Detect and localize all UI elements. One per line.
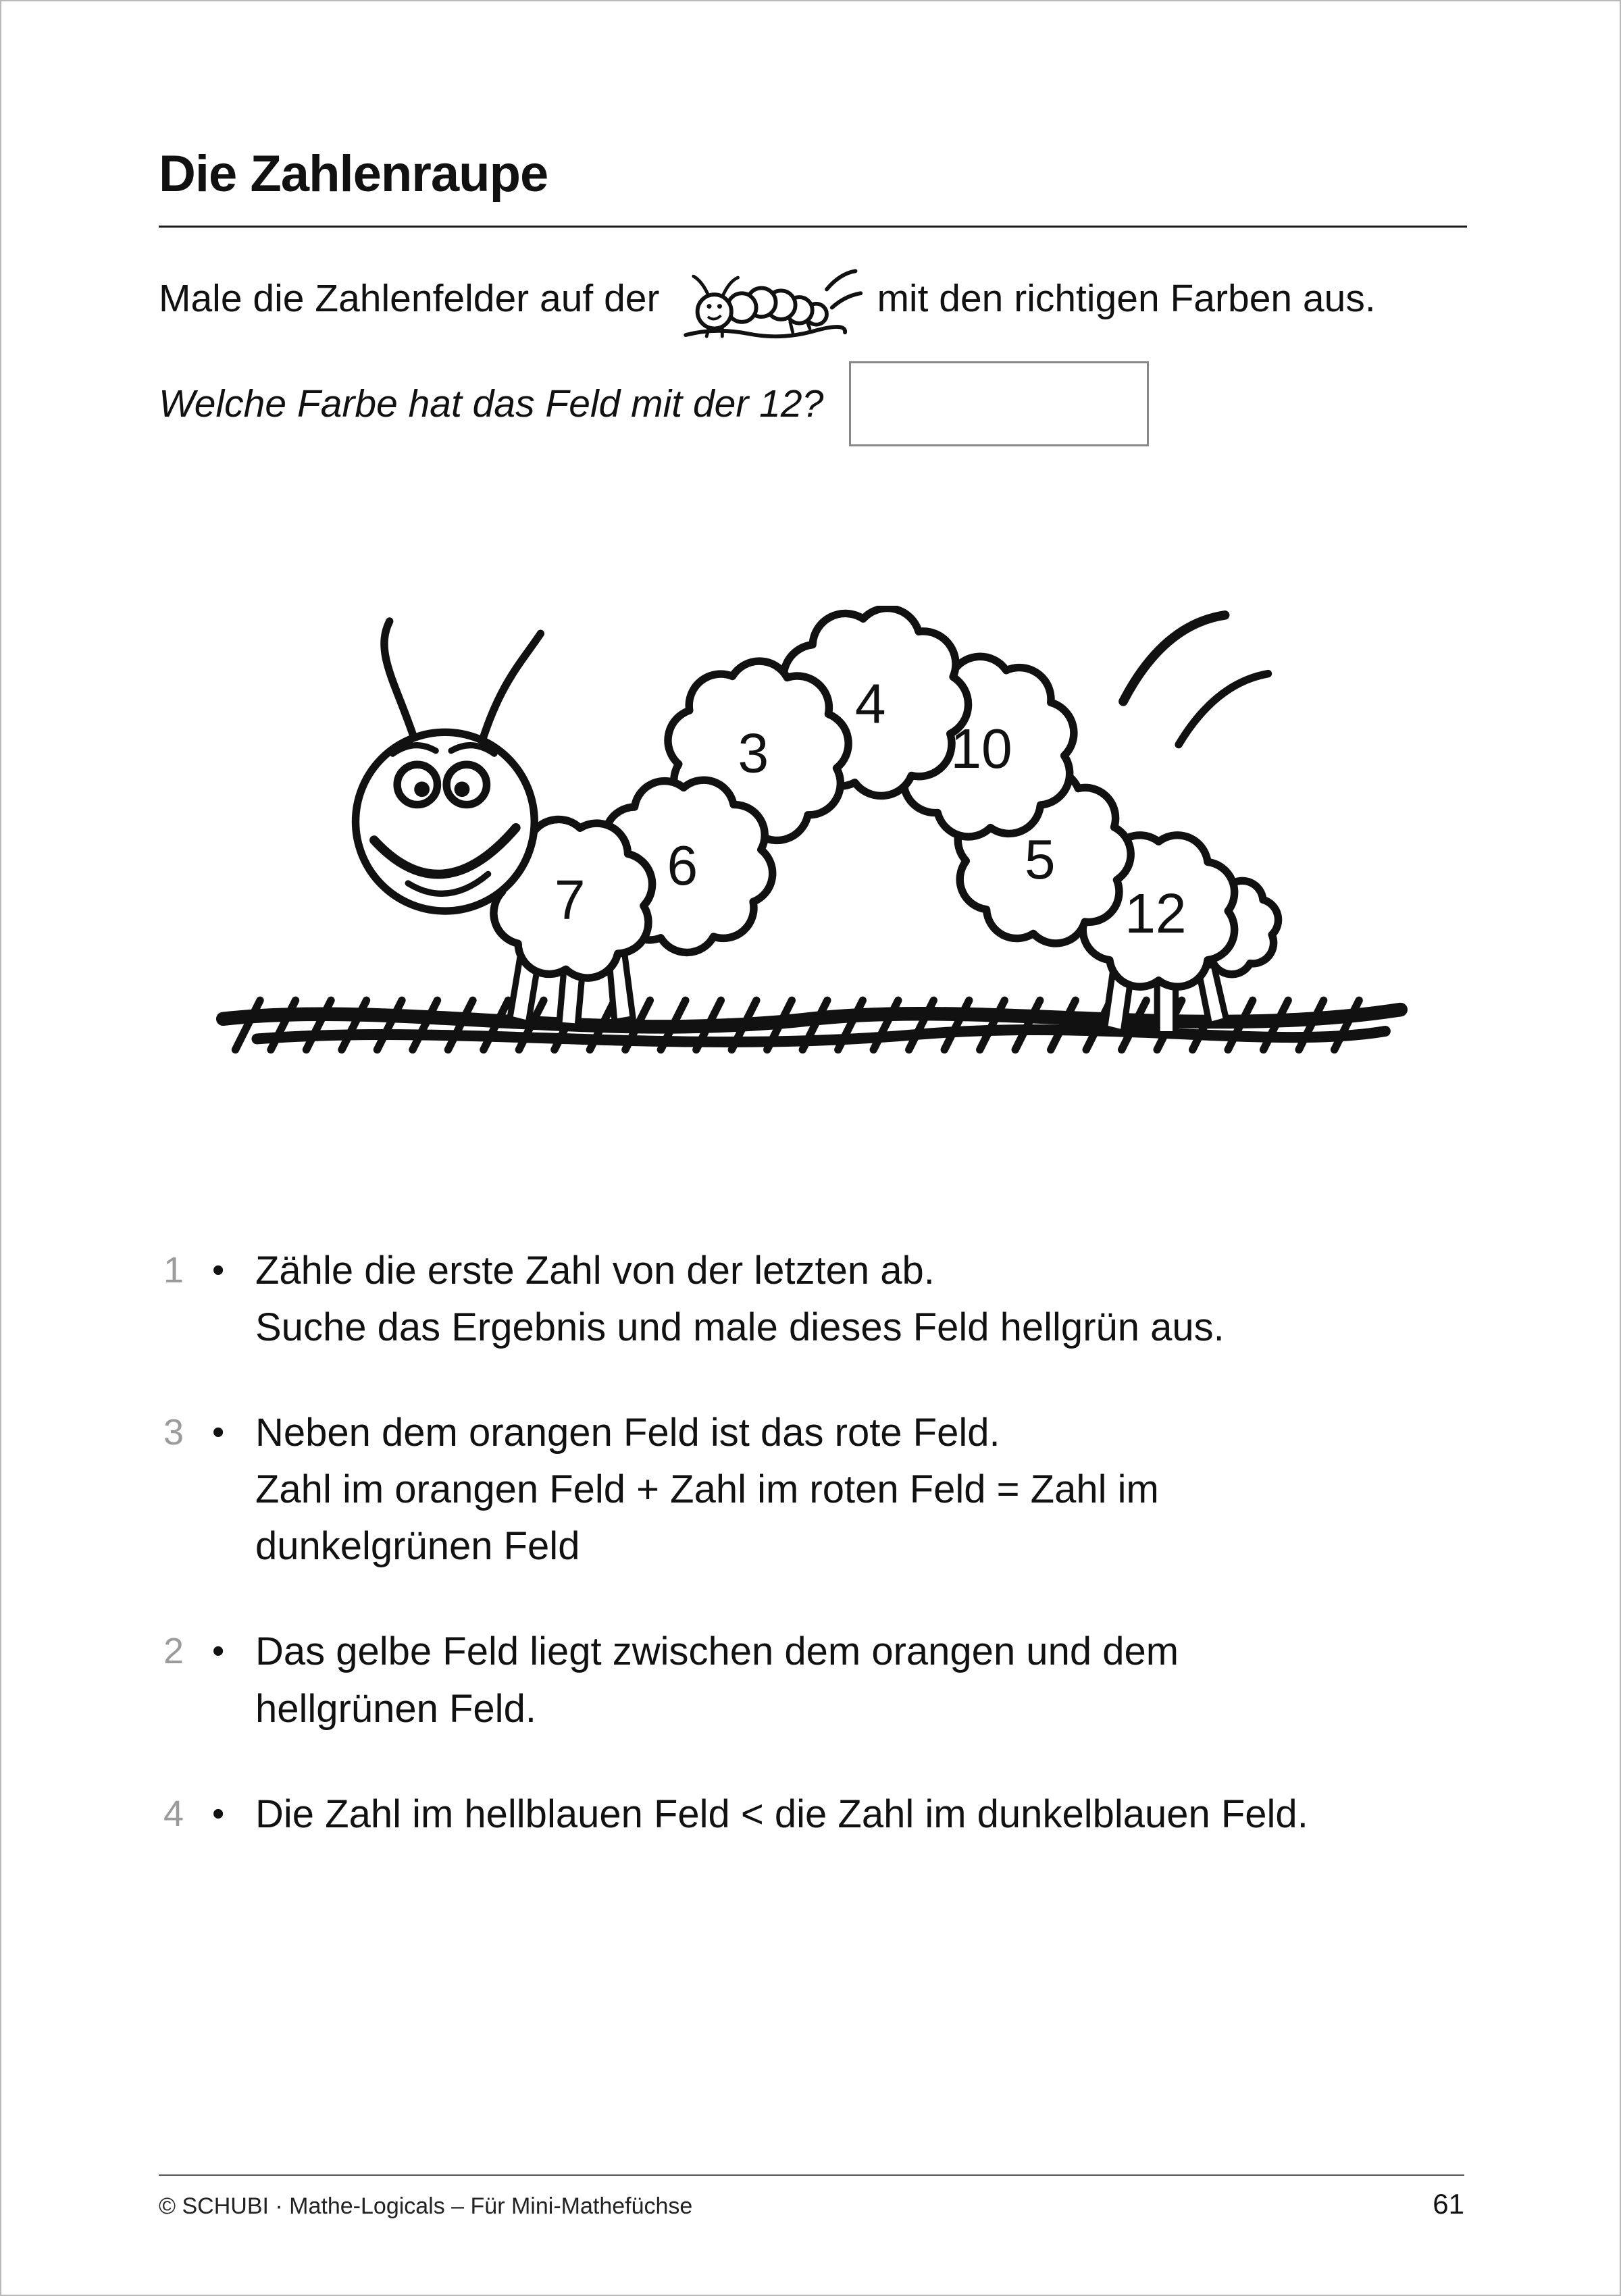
task-line: Neben dem orangen Feld ist das rote Feld.	[255, 1411, 1000, 1455]
motion-lines	[1123, 615, 1268, 745]
task-number: 4	[163, 1793, 184, 1834]
footer	[159, 2174, 1464, 2220]
task-list	[163, 1243, 1518, 1891]
segment-number: 5	[1024, 829, 1056, 891]
caterpillar-illustration	[211, 606, 1413, 1068]
question-text: Welche Farbe hat das Feld mit der 12?	[159, 382, 824, 425]
segment-number: 10	[950, 718, 1012, 780]
task-line: Zahl im orangen Feld + Zahl im roten Feld = Zahl im	[255, 1467, 1159, 1512]
segment-number: 12	[1125, 883, 1187, 945]
task-number: 3	[163, 1412, 184, 1453]
instruction-line	[159, 253, 1510, 344]
task-line: Suche das Ergebnis und male dieses Feld hellgrün aus.	[255, 1305, 1225, 1350]
task-item	[163, 1623, 1518, 1737]
task-text	[255, 1405, 1518, 1575]
caterpillar-head	[356, 621, 541, 911]
task-text	[255, 1623, 1518, 1737]
bullet-icon: •	[212, 1251, 225, 1290]
bullet-icon: •	[212, 1794, 225, 1833]
caterpillar-icon	[670, 253, 866, 344]
segment-number: 4	[854, 673, 886, 735]
task-item	[163, 1786, 1518, 1843]
mini-body	[698, 288, 827, 329]
task-text	[255, 1243, 1518, 1356]
task-line: Zähle die erste Zahl von der letzten ab.	[255, 1249, 935, 1293]
page-title: Die Zahlenraupe	[159, 145, 548, 203]
title-rule	[159, 226, 1467, 228]
task-text	[255, 1786, 1518, 1843]
bullet-icon: •	[212, 1632, 225, 1671]
instruction-text-before: Male die Zahlenfelder auf der	[159, 277, 660, 320]
copyright: © SCHUBI · Mathe-Logicals – Für Mini-Mathefüchse	[159, 2193, 693, 2219]
answer-box[interactable]	[849, 361, 1149, 446]
task-number: 1	[163, 1250, 184, 1290]
task-line: Die Zahl im hellblauen Feld < die Zahl im dunkelblauen Feld.	[255, 1792, 1308, 1836]
bullet-icon: •	[212, 1413, 225, 1453]
task-line: hellgrünen Feld.	[255, 1686, 536, 1731]
instruction-text-after: mit den richtigen Farben aus.	[877, 277, 1376, 320]
task-item	[163, 1405, 1518, 1575]
segment-number: 3	[738, 723, 769, 785]
footer-rule	[159, 2174, 1464, 2176]
page-number: 61	[1433, 2188, 1464, 2220]
segment-number: 6	[667, 835, 698, 897]
question-row	[159, 361, 1149, 446]
task-line: Das gelbe Feld liegt zwischen dem orangen und dem	[255, 1629, 1179, 1674]
task-item	[163, 1243, 1518, 1356]
task-number: 2	[163, 1631, 184, 1672]
segment-number: 7	[554, 869, 586, 931]
task-line: dunkelgrünen Feld	[255, 1524, 580, 1569]
